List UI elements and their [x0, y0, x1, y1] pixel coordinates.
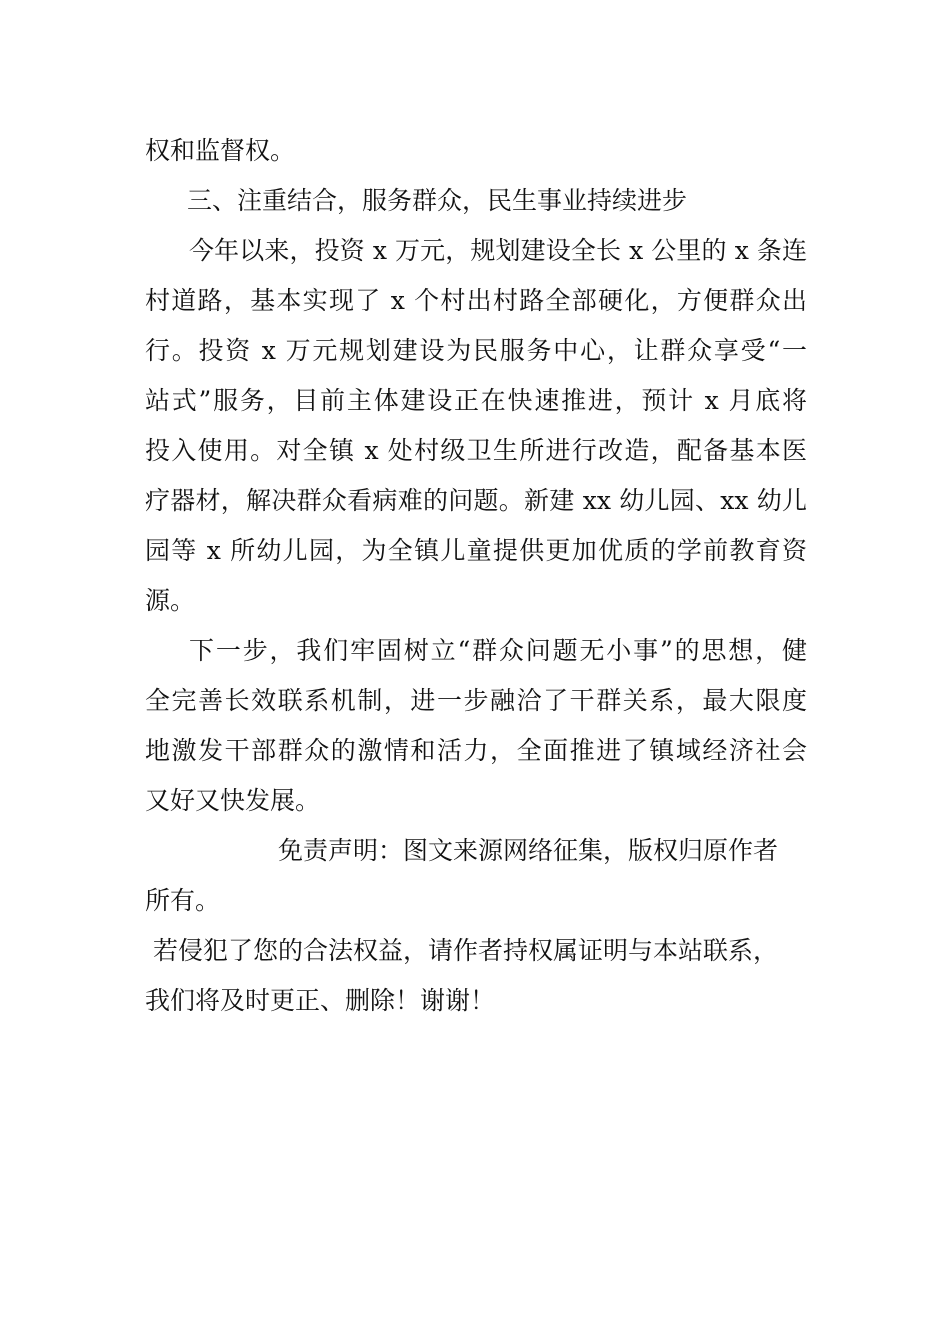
- disclaimer-line: 所有。: [145, 886, 221, 915]
- paragraph-line: 全完善长效联系机制，进一步融洽了干群关系，最大限度: [145, 686, 807, 715]
- document-body: [145, 126, 807, 1026]
- disclaimer-line: 我们将及时更正、删除！谢谢！: [145, 986, 496, 1015]
- paragraph-line: 投入使用。对全镇 x 处村级卫生所进行改造，配备基本医: [145, 436, 807, 465]
- paragraph-2: [145, 626, 807, 826]
- paragraph-line: 今年以来，投资 x 万元，规划建设全长 x 公里的 x 条连: [189, 236, 807, 265]
- paragraph-line: 村道路，基本实现了 x 个村出村路全部硬化，方便群众出: [145, 286, 807, 315]
- paragraph-line: 源。: [145, 586, 196, 615]
- paragraph-line: 又好又快发展。: [145, 786, 321, 815]
- paragraph-prev-end: 权和监督权。: [145, 136, 296, 165]
- disclaimer-line: 若侵犯了您的合法权益，请作者持权属证明与本站联系，: [153, 936, 779, 965]
- paragraph-line: 下一步，我们牢固树立“群众问题无小事”的思想，健: [189, 636, 807, 665]
- paragraph-line: 行。投资 x 万元规划建设为民服务中心，让群众享受“一: [145, 336, 807, 365]
- paragraph-line: 园等 x 所幼儿园，为全镇儿童提供更加优质的学前教育资: [145, 536, 807, 565]
- disclaimer-line: 免责声明：图文来源网络征集，版权归原作者: [278, 836, 779, 865]
- paragraph-line: 站式”服务，目前主体建设正在快速推进，预计 x 月底将: [145, 386, 807, 415]
- paragraph-line: 地激发干部群众的激情和活力，全面推进了镇域经济社会: [145, 736, 807, 765]
- paragraph-line: 疗器材，解决群众看病难的问题。新建 xx 幼儿园、xx 幼儿: [145, 486, 807, 515]
- disclaimer: [145, 826, 807, 1026]
- section-heading: 三、注重结合，服务群众，民生事业持续进步: [187, 186, 688, 215]
- paragraph-1: [145, 226, 807, 626]
